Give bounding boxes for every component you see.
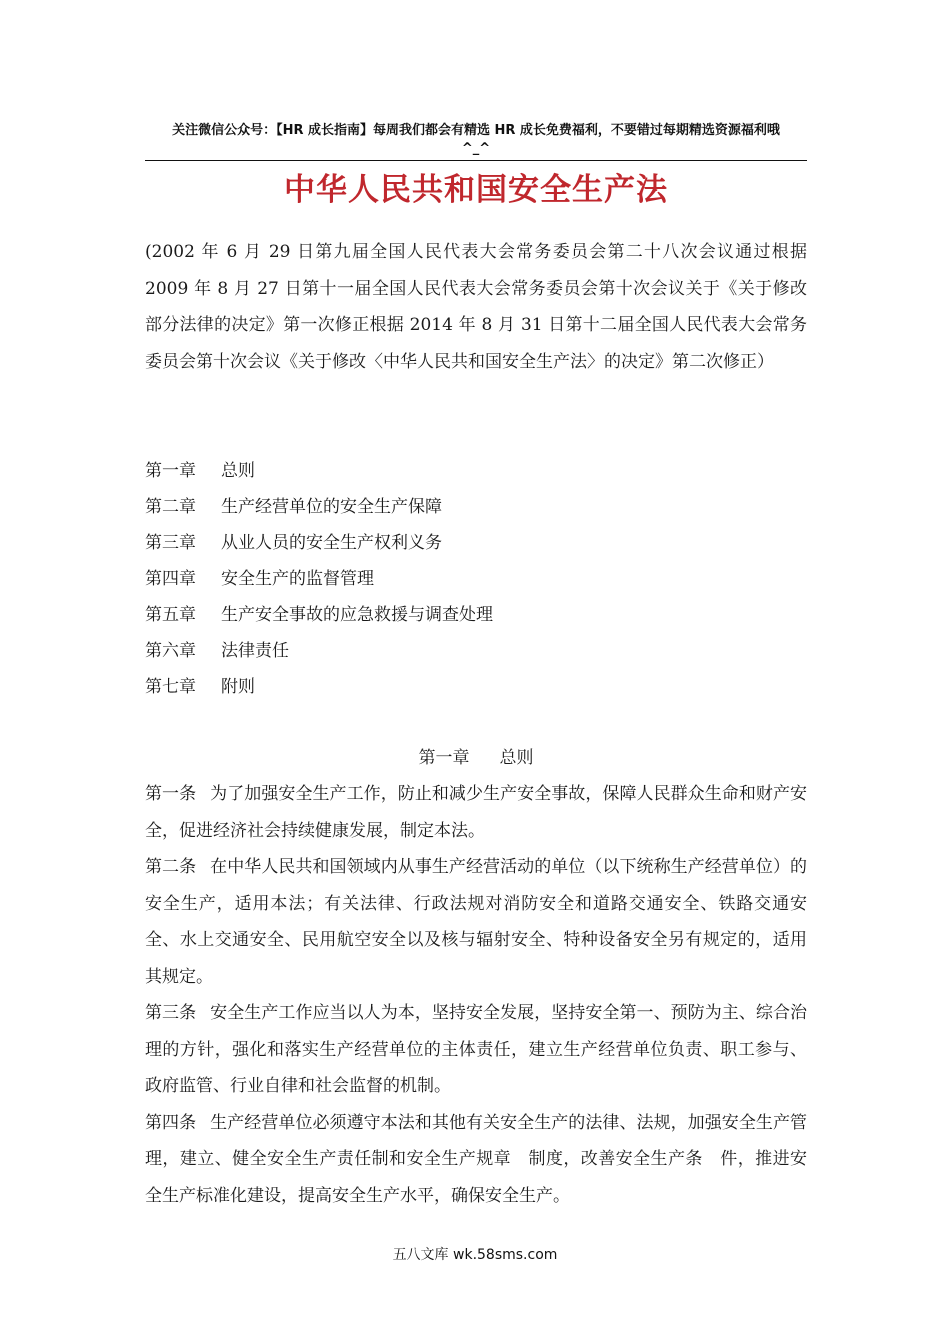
toc-chapter-title: 安全生产的监督管理 [221,569,374,589]
chapter-number: 第一章 [418,748,470,768]
header-divider [145,160,807,161]
chapter-title: 总则 [499,748,534,768]
toc-item [145,489,807,525]
toc-chapter-number: 第六章 [145,641,196,661]
header-line-2: ^_^ [461,141,491,156]
article [145,995,807,1105]
toc-item [145,561,807,597]
article-list [145,776,807,1214]
toc-chapter-number: 第一章 [145,461,196,481]
toc-chapter-title: 生产经营单位的安全生产保障 [221,497,442,517]
article [145,849,807,995]
toc-chapter-number: 第七章 [145,677,196,697]
article [145,1105,807,1215]
toc-chapter-number: 第四章 [145,569,196,589]
article-text: 生产经营单位必须遵守本法和其他有关安全生产的法律、法规，加强安全生产管理，建立、健全安全生产责任制和安全生产规章 制度，改善安全生产条 件，推进安全生产标准化建设，提高安全生产水平，确保安全生产。 [145,1112,808,1206]
article-number: 第二条 [145,857,197,877]
page-footer: 五八文库 wk.58sms.com [392,1247,558,1263]
document-title: 中华人民共和国安全生产法 [284,172,668,208]
header-line-1: 关注微信公众号：【HR 成长指南】每周我们都会有精选 HR 成长免费福利，不要错过每期精选资源福利哦 [172,123,780,138]
article-number: 第一条 [145,784,197,804]
intro-paragraph: (2002 年 6 月 29 日第九届全国人民代表大会常务委员会第二十八次会议通过根据 2009 年 8 月 27 日第十一届全国人民代表大会常务委员会第十次会议关于《关于修改部分法律的决定》第一次修正根据 2014 年 8 月 31 日第十二届全国人民代表大会常务委员会第十次会议《关于修改〈中华人民共和国安全生产法〉的决定》第二次修正） [145,242,807,372]
toc-item [145,669,807,705]
toc-item [145,525,807,561]
toc-chapter-number: 第三章 [145,533,196,553]
toc-chapter-number: 第五章 [145,605,196,625]
toc-item [145,453,807,489]
article-number: 第三条 [145,1003,197,1023]
article-text: 安全生产工作应当以人为本，坚持安全发展，坚持安全第一、预防为主、综合治理的方针，强化和落实生产经营单位的主体责任，建立生产经营单位负责、职工参与、政府监管、行业自律和社会监督的机制。 [145,1003,808,1096]
article-number: 第四条 [145,1112,197,1133]
toc-chapter-title: 生产安全事故的应急救援与调查处理 [221,605,493,625]
toc-item [145,597,807,633]
toc-chapter-title: 法律责任 [221,641,289,661]
article [145,776,807,849]
chapter-heading [145,740,807,776]
article-text: 为了加强安全生产工作，防止和减少生产安全事故，保障人民群众生命和财产安全，促进经济社会持续健康发展，制定本法。 [145,784,808,841]
toc-chapter-title: 从业人员的安全生产权利义务 [221,533,442,553]
page-header [145,122,807,158]
toc-chapter-number: 第二章 [145,497,196,517]
table-of-contents [145,453,807,705]
toc-chapter-title: 附则 [221,677,255,697]
toc-chapter-title: 总则 [221,461,255,481]
article-text: 在中华人民共和国领域内从事生产经营活动的单位（以下统称生产经营单位）的安全生产，适用本法；有关法律、行政法规对消防安全和道路交通安全、铁路交通安全、水上交通安全、民用航空安全以及核与辐射安全、特种设备安全另有规定的，适用其规定。 [145,857,808,987]
toc-item [145,633,807,669]
